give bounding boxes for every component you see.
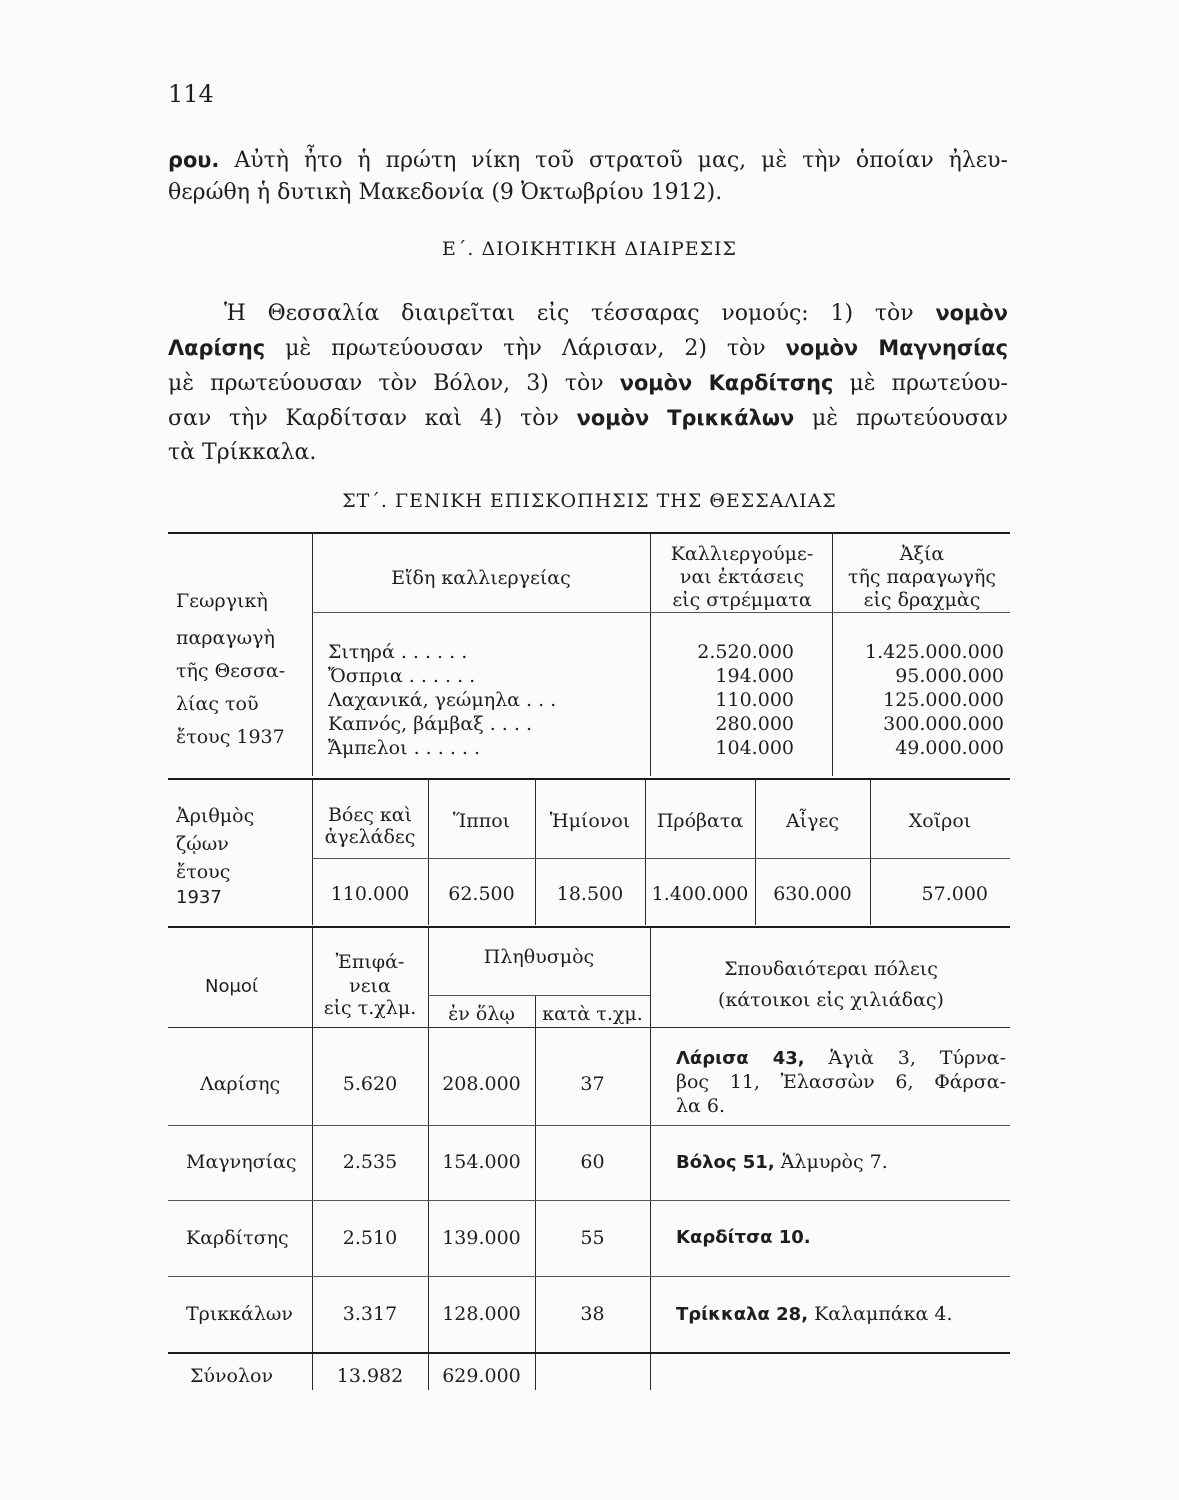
nomos-population: 128.000 (442, 1303, 521, 1325)
nomos-cities-line: βος 11, Ἐλασσὼν 6, Φάρσα- (676, 1071, 1006, 1093)
animal-header-sheep: Πρόβατα (656, 810, 744, 832)
crop-name: Ὄσπρια . . . . . . (328, 665, 476, 687)
total-area: 13.982 (336, 1365, 404, 1387)
crop-value: 125.000.000 (883, 689, 1004, 711)
intro-line-1: ρου. Αὐτὴ ἦτο ἡ πρώτη νίκη τοῦ στρατοῦ μας, μὲ τὴν ὁποίαν ἠλευ- (168, 148, 1008, 173)
area-header-2: νεια (349, 975, 391, 997)
nomos-density: 37 (580, 1073, 605, 1095)
area-header-1: Ἐπιφά- (335, 951, 405, 973)
nomos-name: Καρδίτσης (186, 1227, 289, 1249)
animal-header-cattle-2: ἀγελάδες (324, 826, 416, 848)
total-population: 629.000 (442, 1365, 521, 1387)
agri-header-kinds: Εἴδη καλλιεργείας (391, 567, 571, 589)
animals-label-4: 1937 (176, 887, 222, 908)
crop-name: Σιτηρά . . . . . . (328, 641, 468, 663)
population-density-header: κατὰ τ.χμ. (542, 1003, 643, 1025)
agri-header-area-2: ναι ἐκτάσεις (679, 566, 805, 588)
nomos-population: 208.000 (442, 1073, 521, 1095)
animal-header-goats: Αἶγες (785, 810, 839, 832)
crop-area: 194.000 (715, 665, 794, 687)
nomos-area: 2.535 (342, 1151, 398, 1173)
nomos-cities-line: λα 6. (676, 1095, 726, 1117)
crop-value: 300.000.000 (883, 713, 1004, 735)
agri-header-value-3: εἰς δραχμὰς (863, 589, 981, 611)
nomos-name: Λαρίσης (200, 1073, 281, 1095)
agri-label-3: τῆς Θεσσα- (176, 660, 286, 682)
agri-header-value-1: Ἀξία (899, 543, 945, 565)
area-header-3: εἰς τ.χλμ. (323, 997, 417, 1019)
agri-label-5: ἔτους 1937 (176, 726, 285, 748)
section-e-title: Ε΄. ΔΙΟΙΚΗΤΙΚΗ ΔΙΑΙΡΕΣΙΣ (442, 238, 737, 260)
animal-count: 62.500 (448, 883, 515, 905)
crop-value: 1.425.000.000 (864, 641, 1004, 663)
animal-count: 110.000 (330, 883, 410, 905)
cities-header: Σπουδαιότεραι πόλεις (724, 958, 938, 980)
nomos-density: 55 (580, 1227, 605, 1249)
nomos-cities-line: Λάρισα 43, Ἁγιὰ 3, Τύρνα- (676, 1047, 1006, 1069)
nomos-area: 3.317 (342, 1303, 398, 1325)
intro-paragraph (168, 144, 1008, 209)
total-label: Σύνολον (190, 1365, 274, 1387)
section-st-title: ΣΤ΄. ΓΕΝΙΚΗ ΕΠΙΣΚΟΠΗΣΙΣ ΤΗΣ ΘΕΣΣΑΛΙΑΣ (342, 490, 837, 512)
crop-value: 95.000.000 (895, 665, 1004, 687)
animal-header-pigs: Χοῖροι (908, 810, 972, 832)
nomos-area: 5.620 (342, 1073, 398, 1095)
nomos-population: 154.000 (442, 1151, 521, 1173)
agri-header-value-2: τῆς παραγωγῆς (847, 566, 997, 588)
agri-header-area-1: Καλλιεργούμε- (670, 543, 814, 565)
animals-label-1: Ἀριθμὸς (176, 805, 255, 827)
nomos-density: 38 (580, 1303, 605, 1325)
nomoi-header: Νομοί (205, 976, 259, 997)
animal-count: 1.400.000 (651, 883, 749, 905)
agri-label-1: Γεωργικὴ (176, 590, 268, 612)
animal-header-cattle-1: Βόες καὶ (327, 804, 413, 826)
nomos-name: Μαγνησίας (186, 1151, 297, 1173)
animal-count: 630.000 (773, 883, 852, 905)
crop-name: Καπνός, βάμβαξ . . . . (328, 713, 532, 735)
animal-count: 18.500 (556, 883, 624, 905)
nomos-cities-line: Τρίκκαλα 28, Καλαμπάκα 4. (676, 1303, 953, 1325)
crop-value: 49.000.000 (895, 737, 1004, 759)
agri-header-area-3: εἰς στρέμματα (672, 589, 812, 611)
crop-name: Λαχανικά, γεώμηλα . . . (328, 689, 557, 711)
section-e-paragraph: Ἡ Θεσσαλία διαιρεῖται εἰς τέσσαρας νομούς: 1) τὸν νομὸν Λαρίσης μὲ πρωτεύουσαν τὴν Λάρισαν, 2) τὸν νομὸν Μαγνησίας μὲ πρωτεύουσαν τὸν Βόλον, 3) τὸν νομὸν Καρδίτσης μὲ πρωτεύου- σαν τὴν Καρδίτσαν καὶ 4) τὸν νομὸν Τρικκάλων μὲ πρωτεύουσαν τὰ Τρίκκαλα. (168, 301, 1008, 465)
nomos-density: 60 (580, 1151, 605, 1173)
crop-area: 280.000 (715, 713, 794, 735)
nomos-name: Τρικκάλων (186, 1303, 293, 1325)
nomos-area: 2.510 (342, 1227, 398, 1249)
animals-label-2: ζῴων (176, 833, 229, 855)
nomos-cities-line: Βόλος 51, Ἁλμυρὸς 7. (676, 1151, 888, 1173)
animal-header-horses: Ἵπποι (452, 810, 511, 832)
crop-area: 2.520.000 (697, 641, 794, 663)
animals-label-3: ἔτους (176, 861, 231, 883)
nomos-population: 139.000 (442, 1227, 521, 1249)
intro-line-2: θερώθη ἡ δυτικὴ Μακεδονία (9 Ὀκτωβρίου 1912). (168, 180, 723, 205)
animal-count: 57.000 (921, 883, 988, 905)
crop-area: 104.000 (715, 737, 794, 759)
crop-area: 110.000 (715, 689, 794, 711)
rule (168, 532, 1010, 534)
agri-label-2: παραγωγὴ (176, 627, 275, 649)
agri-label-4: λίας τοῦ (176, 693, 259, 715)
population-header: Πληθυσμὸς (483, 946, 595, 968)
animal-header-mules: Ἡμίονοι (549, 810, 631, 832)
population-total-header: ἐν ὅλῳ (448, 1003, 515, 1025)
cities-note: (κάτοικοι εἰς χιλιάδας) (718, 989, 944, 1011)
nomos-cities-line: Καρδίτσα 10. (676, 1227, 811, 1248)
page-number: 114 (168, 80, 214, 108)
crop-name: Ἄμπελοι . . . . . . (328, 737, 481, 759)
